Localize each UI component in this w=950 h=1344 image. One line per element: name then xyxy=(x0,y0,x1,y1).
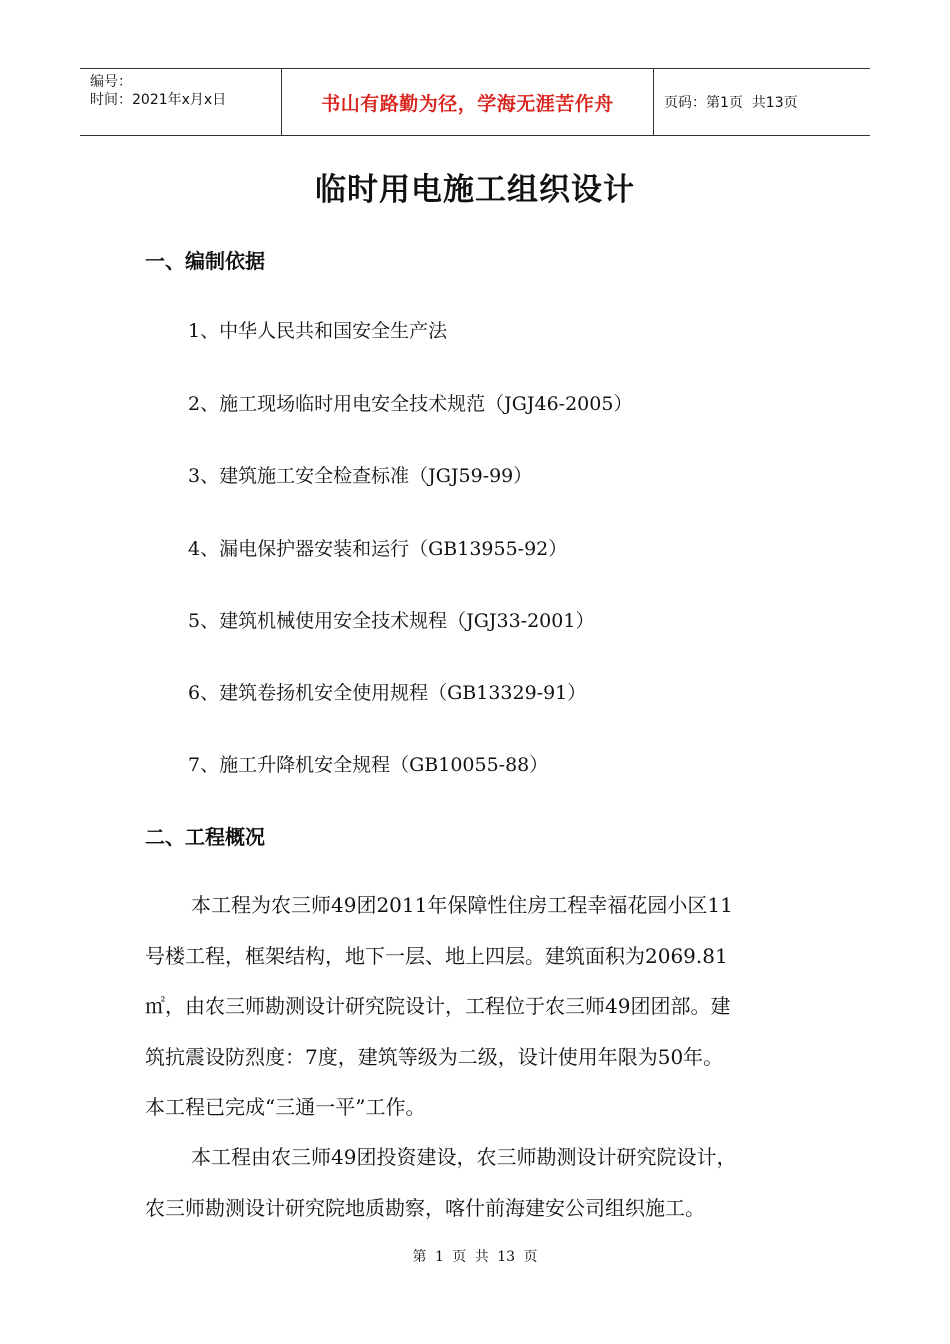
reference-item: 3、建筑施工安全检查标准（JGJ59-99） xyxy=(188,465,533,487)
overview-paragraph-1 xyxy=(145,880,805,1133)
document-title: 临时用电施工组织设计 xyxy=(315,172,635,208)
section-heading-overview: 二、工程概况 xyxy=(145,825,265,849)
page-footer: 第 1 页 共 13 页 xyxy=(412,1249,538,1265)
reference-item: 5、建筑机械使用安全技术规程（JGJ33-2001） xyxy=(188,610,595,632)
section-heading-basis: 一、编制依据 xyxy=(145,249,265,273)
paragraph-line: 筑抗震设防烈度：7度，建筑等级为二级，设计使用年限为50年。 xyxy=(145,1044,724,1069)
reference-item: 6、建筑卷扬机安全使用规程（GB13329-91） xyxy=(188,682,587,704)
paragraph-line: 本工程为农三师49团2011年保障性住房工程幸福花园小区11 xyxy=(191,893,733,917)
paragraph-line: 号楼工程，框架结构，地下一层、地上四层。建筑面积为2069.81 xyxy=(145,943,728,968)
paragraph-line: ㎡，由农三师勘测设计研究院设计，工程位于农三师49团团部。建 xyxy=(145,994,731,1018)
reference-item: 2、施工现场临时用电安全技术规范（JGJ46-2005） xyxy=(188,393,633,415)
reference-item: 4、漏电保护器安装和运行（GB13955-92） xyxy=(188,538,568,560)
reference-item: 7、施工升降机安全规程（GB10055-88） xyxy=(188,754,549,776)
page-header xyxy=(80,68,870,136)
header-motto-cell xyxy=(281,69,654,135)
header-page-info: 页码：第1页 共13页 xyxy=(664,95,798,111)
reference-item: 1、中华人民共和国安全生产法 xyxy=(188,320,448,342)
header-meta xyxy=(80,69,281,135)
document-number-label: 编号： xyxy=(90,74,132,90)
paragraph-line: 本工程已完成“三通一平”工作。 xyxy=(145,1095,426,1119)
header-page-cell xyxy=(654,69,870,135)
paragraph-line: 本工程由农三师49团投资建设，农三师勘测设计研究院设计， xyxy=(191,1145,737,1169)
header-motto: 书山有路勤为径，学海无涯苦作舟 xyxy=(321,92,614,115)
document-time: 时间：2021年x月x日 xyxy=(90,92,227,108)
overview-paragraph-2 xyxy=(145,1132,805,1233)
paragraph-line: 农三师勘测设计研究院地质勘察，喀什前海建安公司组织施工。 xyxy=(145,1195,705,1220)
